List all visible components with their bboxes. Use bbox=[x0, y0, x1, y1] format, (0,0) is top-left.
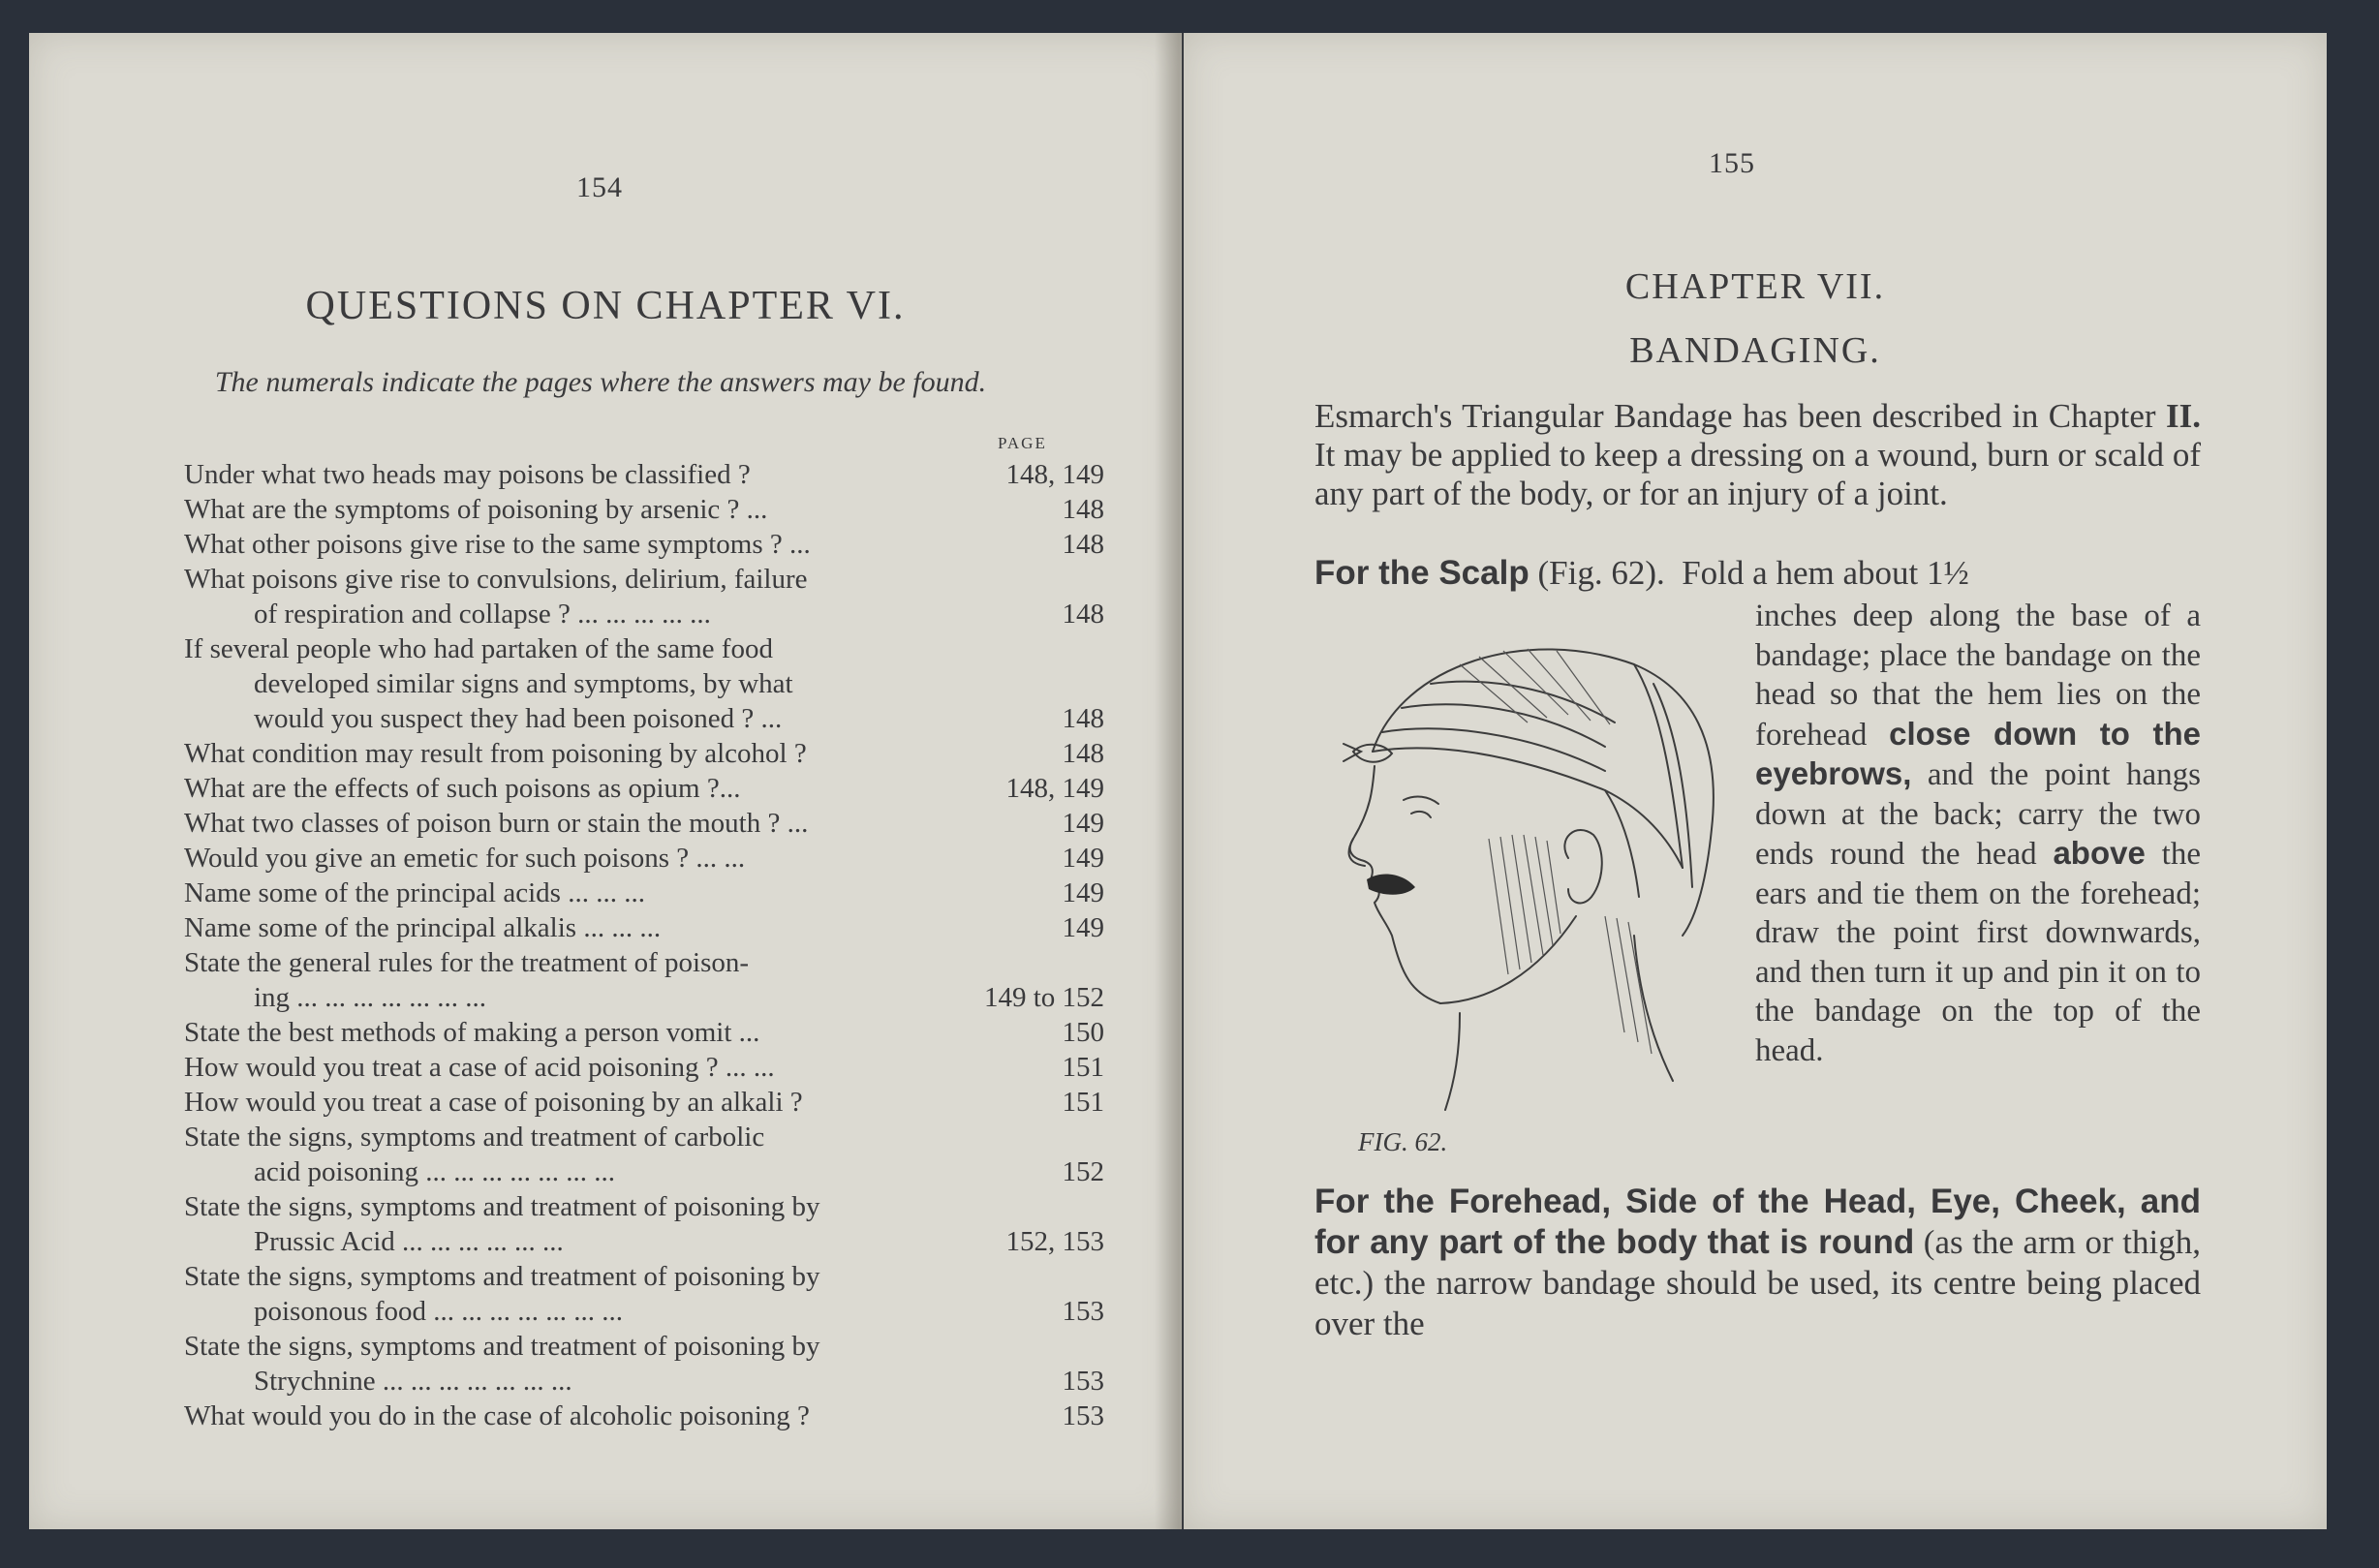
scalp-lead: Fold a hem about 1½ bbox=[1682, 554, 1969, 592]
intro-text-2: It may be applied to keep a dressing on a wound, burn or scald of any part of the body, or for an injury of a joint. bbox=[1314, 436, 2201, 512]
question-item bbox=[184, 945, 1104, 1015]
answer-page-ref: 151 bbox=[1062, 1052, 1104, 1083]
question-text: State the signs, symptoms and treatment of poisoning by bbox=[184, 1261, 820, 1292]
scalp-emphasis-2: above bbox=[2053, 835, 2146, 871]
question-item bbox=[184, 527, 1104, 562]
answer-page-ref: 151 bbox=[1062, 1087, 1104, 1118]
answer-page-ref: 148 bbox=[1062, 703, 1104, 734]
answer-page-ref: 149 bbox=[1062, 912, 1104, 943]
forehead-heading: For the Forehead, Side of the Head, Eye, Cheek, and for any part of the body that is round bbox=[1314, 1183, 2201, 1261]
figure-reference: (Fig. 62). bbox=[1529, 554, 1665, 592]
question-item bbox=[184, 876, 1104, 910]
left-page bbox=[29, 33, 1182, 1529]
question-item bbox=[184, 1189, 1104, 1259]
page-title: QUESTIONS ON CHAPTER VI. bbox=[305, 284, 906, 328]
chapter-title: CHAPTER VII. bbox=[1624, 266, 1886, 307]
question-item bbox=[184, 492, 1104, 527]
question-item bbox=[184, 562, 1104, 631]
question-list bbox=[184, 457, 1104, 1433]
question-text: Strychnine ... ... ... ... ... ... ... bbox=[254, 1366, 572, 1397]
head-bandage-illustration bbox=[1314, 606, 1741, 1120]
question-text: What are the effects of such poisons as opium ?... bbox=[184, 773, 741, 804]
question-item bbox=[184, 1085, 1104, 1120]
question-item bbox=[184, 910, 1104, 945]
scalp-text-1: inches deep along the base of a bandage; place the bandage on the head so that the hem lies on the forehead bbox=[1755, 599, 2201, 753]
intro-paragraph bbox=[1314, 397, 2201, 513]
question-item bbox=[184, 1050, 1104, 1085]
question-text: ing ... ... ... ... ... ... ... bbox=[254, 982, 487, 1013]
intro-text: Esmarch's Triangular Bandage has been described in Chapter bbox=[1314, 397, 2166, 435]
scalp-text-3: the ears and tie them on the forehead; draw the point first downwards, and then turn it up and pin it on to the bandage on the top of the head. bbox=[1755, 837, 2201, 1068]
question-item bbox=[184, 1329, 1104, 1399]
question-text: How would you treat a case of poisoning by an alkali ? bbox=[184, 1087, 803, 1118]
question-text: poisonous food ... ... ... ... ... ... ... bbox=[254, 1296, 624, 1327]
question-text: State the signs, symptoms and treatment of poisoning by bbox=[184, 1331, 820, 1362]
question-item bbox=[184, 806, 1104, 841]
figure-caption: FIG. 62. bbox=[1358, 1127, 1448, 1156]
question-text: What other poisons give rise to the same symptoms ? ... bbox=[184, 529, 811, 560]
scalp-emphasis-1: close down to the eyebrows, bbox=[1755, 715, 2202, 791]
answer-page-ref: 149 bbox=[1062, 843, 1104, 874]
answer-page-ref: 153 bbox=[1062, 1366, 1104, 1397]
answer-page-ref: 148, 149 bbox=[1005, 459, 1104, 490]
answer-page-ref: 148, 149 bbox=[1005, 773, 1104, 804]
question-text: Prussic Acid ... ... ... ... ... ... bbox=[254, 1226, 564, 1257]
question-text: What condition may result from poisoning by alcohol ? bbox=[184, 738, 807, 769]
scalp-instructions bbox=[1755, 597, 2201, 1070]
answer-page-ref: 149 to 152 bbox=[983, 982, 1104, 1013]
question-text: State the general rules for the treatment of poison- bbox=[184, 947, 750, 978]
question-item bbox=[184, 1120, 1104, 1189]
answer-page-ref: 148 bbox=[1062, 738, 1104, 769]
question-text: developed similar signs and symptoms, by what bbox=[254, 668, 793, 699]
question-text: How would you treat a case of acid poisoning ? ... ... bbox=[184, 1052, 775, 1083]
answer-page-ref: 149 bbox=[1062, 808, 1104, 839]
question-text: Would you give an emetic for such poisons ? ... ... bbox=[184, 843, 746, 874]
answer-page-ref: 148 bbox=[1062, 494, 1104, 525]
answer-page-ref: 153 bbox=[1062, 1400, 1104, 1431]
question-item bbox=[184, 631, 1104, 736]
answer-page-ref: 148 bbox=[1062, 529, 1104, 560]
chapter-subtitle: BANDAGING. bbox=[1629, 330, 1881, 371]
question-text: State the signs, symptoms and treatment of poisoning by bbox=[184, 1191, 820, 1222]
answer-page-ref: 153 bbox=[1062, 1296, 1104, 1327]
question-text: What are the symptoms of poisoning by arsenic ? ... bbox=[184, 494, 768, 525]
answer-page-ref: 152, 153 bbox=[1005, 1226, 1104, 1257]
answer-page-ref: 150 bbox=[1062, 1017, 1104, 1048]
scalp-heading-line bbox=[1314, 554, 2201, 593]
scalp-text-2: and the point hangs down at the back; carry the two ends round the head bbox=[1755, 757, 2201, 872]
page-number: 155 bbox=[1709, 147, 1755, 179]
page-number: 154 bbox=[576, 171, 623, 203]
question-item bbox=[184, 457, 1104, 492]
question-item bbox=[184, 841, 1104, 876]
answer-page-ref: 149 bbox=[1062, 877, 1104, 908]
question-text: would you suspect they had been poisoned ? ... bbox=[254, 703, 783, 734]
question-item bbox=[184, 736, 1104, 771]
question-text: acid poisoning ... ... ... ... ... ... ... bbox=[254, 1156, 615, 1187]
question-text: What would you do in the case of alcoholic poisoning ? bbox=[184, 1400, 810, 1431]
question-text: What poisons give rise to convulsions, delirium, failure bbox=[184, 564, 808, 595]
question-text: If several people who had partaken of the same food bbox=[184, 633, 773, 664]
question-text: What two classes of poison burn or stain the mouth ? ... bbox=[184, 808, 809, 839]
question-text: State the signs, symptoms and treatment of carbolic bbox=[184, 1122, 765, 1153]
answer-page-ref: 148 bbox=[1062, 599, 1104, 630]
scalp-heading: For the Scalp bbox=[1314, 554, 1529, 592]
answer-page-ref: 152 bbox=[1062, 1156, 1104, 1187]
question-item bbox=[184, 1015, 1104, 1050]
question-text: State the best methods of making a person vomit ... bbox=[184, 1017, 760, 1048]
question-item bbox=[184, 1399, 1104, 1433]
chapter-reference: II. bbox=[2166, 397, 2201, 435]
question-text: Under what two heads may poisons be classified ? bbox=[184, 459, 751, 490]
question-text: of respiration and collapse ? ... ... ... ... ... bbox=[254, 599, 711, 630]
question-item bbox=[184, 1259, 1104, 1329]
question-text: Name some of the principal acids ... ... ... bbox=[184, 877, 645, 908]
forehead-text: (as the arm or thigh, etc.) the narrow bandage should be used, its centre being placed over the bbox=[1314, 1223, 2202, 1342]
page-column-header: PAGE bbox=[998, 434, 1047, 452]
right-page bbox=[1184, 33, 2327, 1529]
question-text: Name some of the principal alkalis ... ... ... bbox=[184, 912, 662, 943]
forehead-paragraph bbox=[1314, 1182, 2201, 1344]
answers-note: The numerals indicate the pages where the answers may be found. bbox=[214, 366, 987, 398]
question-item bbox=[184, 771, 1104, 806]
